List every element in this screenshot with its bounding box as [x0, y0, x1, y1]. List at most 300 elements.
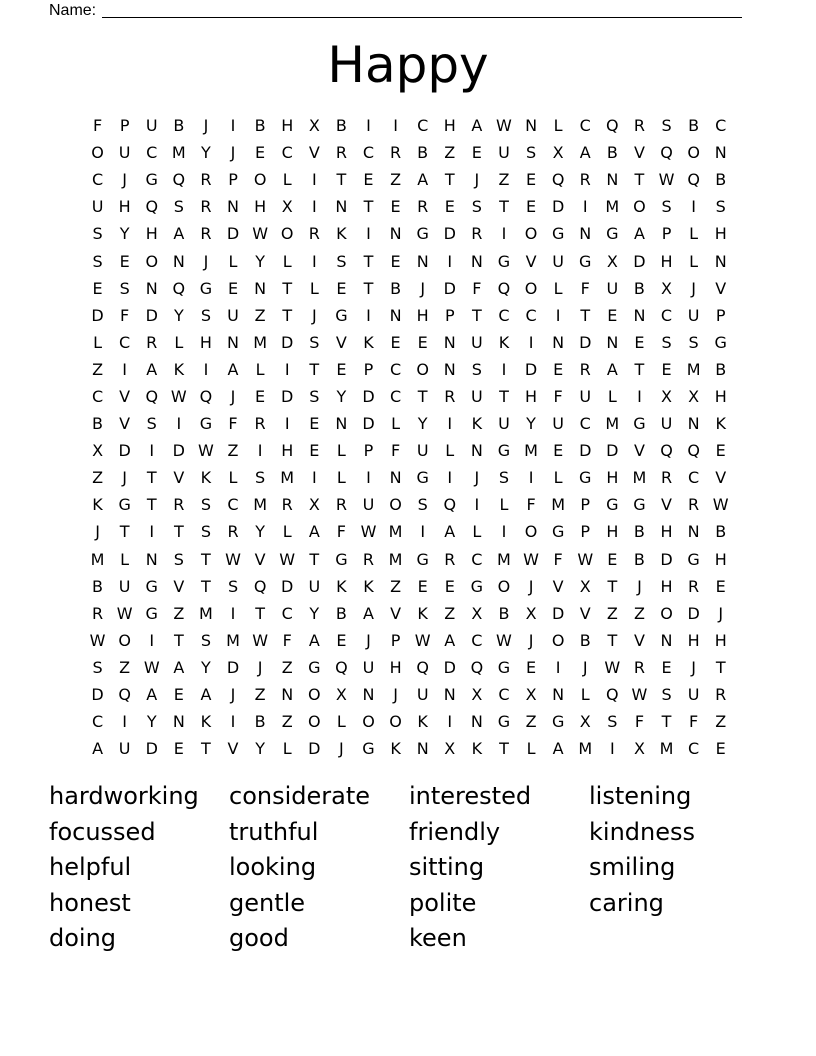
grid-letter: D — [172, 441, 185, 461]
grid-letter: X — [661, 278, 672, 298]
grid-letter: A — [552, 739, 564, 759]
grid-letter: M — [253, 332, 268, 352]
grid-letter: T — [499, 739, 509, 759]
grid-letter: L — [499, 495, 509, 515]
grid-letter: V — [308, 143, 320, 163]
grid-letter: X — [444, 739, 456, 759]
grid-letter: S — [661, 685, 672, 705]
grid-letter: I — [393, 116, 398, 136]
grid-letter: E — [336, 278, 347, 298]
grid-letter: W — [496, 116, 512, 136]
grid-letter: S — [173, 197, 184, 217]
grid-letter: P — [580, 495, 591, 515]
grid-letter: H — [145, 224, 158, 244]
grid-letter: Y — [201, 657, 211, 677]
grid-letter: S — [200, 630, 211, 650]
grid-letter: B — [173, 116, 185, 136]
grid-letter: B — [335, 116, 347, 136]
grid-letter: G — [633, 414, 646, 434]
grid-letter: T — [173, 522, 184, 542]
grid-letter: O — [253, 170, 267, 190]
grid-letter: O — [524, 224, 538, 244]
grid-letter: N — [172, 251, 185, 271]
grid-letter: Y — [255, 251, 265, 271]
grid-letter: M — [497, 549, 511, 569]
grid-letter: F — [580, 278, 590, 298]
grid-letter: Z — [525, 712, 537, 732]
grid-letter: T — [634, 170, 645, 190]
grid-letter: Q — [416, 657, 429, 677]
grid-letter: A — [606, 359, 618, 379]
grid-letter: V — [633, 143, 645, 163]
grid-letter: S — [661, 197, 672, 217]
grid-letter: T — [336, 170, 347, 190]
grid-letter: V — [227, 739, 239, 759]
grid-letter: O — [687, 143, 700, 163]
grid-letter: B — [715, 359, 727, 379]
grid-letter: E — [471, 143, 482, 163]
grid-letter: S — [119, 278, 130, 298]
grid-letter: J — [122, 170, 127, 190]
grid-letter: H — [660, 576, 673, 596]
grid-letter: U — [118, 576, 131, 596]
grid-letter: H — [199, 332, 212, 352]
grid-letter: J — [230, 685, 236, 705]
grid-letter: N — [687, 522, 700, 542]
grid-letter: Z — [498, 170, 510, 190]
grid-letter: L — [553, 116, 563, 136]
grid-letter: R — [579, 359, 591, 379]
grid-letter: E — [525, 170, 537, 190]
grid-letter: R — [335, 143, 347, 163]
word-list-item: honest — [49, 888, 131, 917]
grid-letter: K — [336, 224, 347, 244]
grid-letter: K — [417, 603, 428, 623]
grid-letter: J — [528, 576, 534, 596]
grid-letter: R — [633, 116, 645, 136]
grid-letter: D — [281, 576, 294, 596]
grid-letter: Z — [281, 712, 293, 732]
grid-letter: U — [362, 495, 375, 515]
grid-letter: W — [252, 224, 269, 244]
grid-letter: N — [335, 197, 348, 217]
grid-letter: Z — [173, 603, 185, 623]
grid-letter: E — [607, 305, 618, 325]
grid-letter: L — [120, 549, 130, 569]
grid-letter: Q — [660, 143, 673, 163]
word-list-item: truthful — [229, 817, 319, 846]
word-list-item: polite — [409, 888, 477, 917]
grid-letter: X — [471, 603, 483, 623]
grid-letter: L — [255, 359, 265, 379]
grid-letter: X — [335, 685, 347, 705]
grid-letter: C — [417, 116, 429, 136]
grid-letter: G — [199, 278, 213, 298]
grid-letter: H — [525, 386, 538, 406]
grid-letter: P — [715, 305, 726, 325]
grid-letter: X — [579, 712, 591, 732]
grid-letter: G — [416, 549, 429, 569]
word-list-item: listening — [589, 782, 692, 810]
grid-letter: I — [176, 414, 182, 434]
grid-letter: N — [660, 630, 673, 650]
grid-letter: C — [389, 386, 402, 406]
grid-letter: Z — [444, 603, 456, 623]
grid-letter: G — [579, 251, 592, 271]
grid-letter: U — [416, 685, 429, 705]
grid-letter: T — [363, 197, 374, 217]
grid-letter: R — [390, 143, 402, 163]
grid-letter: U — [687, 685, 700, 705]
grid-letter: V — [579, 603, 591, 623]
grid-letter: Q — [660, 441, 673, 461]
word-list-item: gentle — [229, 888, 306, 917]
grid-letter: N — [606, 332, 619, 352]
grid-letter: S — [146, 414, 157, 434]
grid-letter: W — [577, 549, 594, 569]
grid-letter: J — [257, 657, 263, 677]
grid-letter: M — [524, 441, 538, 461]
grid-letter: I — [230, 603, 236, 623]
grid-letter: I — [582, 197, 588, 217]
grid-letter: M — [632, 468, 647, 488]
grid-letter: Q — [551, 170, 565, 190]
grid-letter: Q — [606, 116, 619, 136]
grid-letter: D — [579, 332, 592, 352]
grid-letter: V — [525, 251, 537, 271]
grid-letter: H — [714, 386, 727, 406]
grid-letter: P — [444, 305, 455, 325]
grid-letter: J — [637, 576, 642, 596]
grid-letter: U — [660, 414, 673, 434]
grid-letter: G — [335, 549, 348, 569]
page-title: Happy — [327, 36, 489, 94]
grid-letter: N — [525, 116, 538, 136]
grid-letter: S — [92, 251, 103, 271]
grid-letter: I — [501, 224, 507, 244]
grid-letter: F — [228, 414, 238, 434]
grid-letter: Y — [173, 305, 184, 325]
grid-letter: J — [339, 739, 344, 759]
grid-letter: O — [633, 197, 646, 217]
grid-letter: D — [281, 332, 294, 352]
grid-letter: I — [311, 468, 317, 488]
grid-letter: U — [118, 739, 131, 759]
grid-letter: T — [607, 576, 618, 596]
grid-letter: L — [93, 332, 102, 352]
grid-letter: R — [335, 495, 347, 515]
grid-letter: L — [282, 170, 292, 190]
grid-letter: T — [146, 468, 157, 488]
grid-letter: U — [362, 657, 375, 677]
grid-letter: F — [282, 630, 292, 650]
grid-letter: W — [712, 495, 729, 515]
grid-letter: I — [474, 495, 480, 515]
grid-letter: D — [281, 386, 294, 406]
grid-letter: D — [443, 278, 456, 298]
grid-letter: J — [230, 143, 236, 163]
grid-letter: E — [363, 170, 374, 190]
grid-letter: N — [552, 332, 565, 352]
grid-letter: G — [416, 468, 429, 488]
grid-letter: I — [501, 359, 507, 379]
grid-letter: D — [145, 305, 158, 325]
grid-letter: N — [227, 197, 239, 217]
grid-letter: G — [145, 576, 158, 596]
grid-letter: P — [363, 359, 374, 379]
grid-letter: B — [633, 522, 645, 542]
grid-letter: I — [149, 441, 155, 461]
grid-letter: Q — [253, 576, 267, 596]
grid-letter: Q — [172, 170, 186, 190]
grid-letter: J — [95, 522, 100, 542]
grid-letter: M — [199, 603, 213, 623]
grid-letter: P — [228, 170, 238, 190]
grid-letter: F — [689, 712, 699, 732]
grid-letter: J — [474, 170, 480, 190]
grid-letter: K — [363, 332, 374, 352]
grid-letter: O — [497, 576, 511, 596]
grid-letter: N — [470, 441, 483, 461]
grid-letter: V — [254, 549, 266, 569]
grid-letter: R — [688, 576, 700, 596]
grid-letter: V — [661, 495, 672, 515]
grid-letter: N — [145, 278, 158, 298]
grid-letter: Z — [119, 657, 131, 677]
grid-letter: S — [92, 224, 103, 244]
grid-letter: I — [122, 359, 127, 379]
grid-letter: L — [309, 278, 319, 298]
grid-letter: Y — [309, 603, 320, 623]
grid-letter: C — [471, 630, 483, 650]
grid-letter: B — [335, 603, 347, 623]
grid-letter: Z — [606, 603, 618, 623]
grid-letter: S — [661, 116, 672, 136]
grid-letter: B — [498, 603, 510, 623]
grid-letter: O — [551, 630, 565, 650]
word-list-item: focussed — [49, 817, 156, 846]
grid-letter: S — [525, 143, 537, 163]
grid-letter: G — [145, 603, 158, 623]
grid-letter: I — [447, 468, 453, 488]
grid-letter: F — [92, 116, 103, 136]
grid-letter: F — [634, 712, 645, 732]
grid-letter: E — [417, 332, 428, 352]
grid-letter: E — [715, 576, 726, 596]
grid-letter: R — [633, 657, 645, 677]
grid-letter: I — [420, 522, 426, 542]
grid-letter: P — [363, 441, 374, 461]
grid-letter: S — [498, 468, 510, 488]
grid-letter: R — [146, 332, 158, 352]
grid-letter: R — [254, 414, 266, 434]
grid-letter: S — [255, 468, 266, 488]
grid-letter: J — [203, 116, 209, 136]
grid-letter: E — [227, 278, 239, 298]
grid-letter: K — [200, 712, 212, 732]
grid-letter: K — [715, 414, 726, 434]
grid-letter: A — [146, 359, 158, 379]
grid-letter: Q — [145, 386, 159, 406]
grid-letter: R — [579, 170, 591, 190]
grid-letter: Q — [172, 278, 186, 298]
grid-letter: A — [579, 143, 591, 163]
grid-letter: H — [416, 305, 429, 325]
grid-letter: I — [311, 170, 317, 190]
grid-letter: K — [417, 712, 428, 732]
grid-letter: X — [525, 685, 537, 705]
grid-letter: T — [471, 305, 482, 325]
word-list-item: caring — [589, 888, 664, 917]
grid-letter: N — [443, 359, 456, 379]
grid-letter: G — [335, 305, 348, 325]
grid-letter: I — [447, 251, 453, 271]
grid-letter: U — [471, 386, 483, 406]
grid-letter: J — [691, 278, 696, 298]
grid-letter: V — [633, 441, 645, 461]
grid-letter: U — [552, 251, 564, 271]
grid-letter: D — [524, 359, 538, 379]
grid-letter: J — [691, 657, 696, 677]
grid-letter: H — [443, 116, 456, 136]
grid-letter: W — [116, 603, 133, 623]
grid-letter: Z — [390, 576, 402, 596]
grid-letter: T — [363, 278, 374, 298]
grid-letter: M — [578, 739, 593, 759]
grid-letter: W — [523, 549, 539, 569]
grid-letter: Z — [633, 603, 645, 623]
grid-letter: O — [389, 495, 402, 515]
word-list-item: interested — [409, 782, 532, 810]
word-list-item: good — [229, 924, 289, 952]
grid-letter: Z — [281, 657, 293, 677]
grid-letter: E — [607, 549, 618, 569]
grid-letter: L — [607, 386, 617, 406]
grid-letter: U — [687, 305, 700, 325]
grid-letter: C — [281, 603, 293, 623]
grid-letter: E — [255, 386, 266, 406]
grid-letter: N — [254, 278, 267, 298]
grid-letter: G — [497, 441, 511, 461]
grid-letter: X — [471, 685, 483, 705]
grid-letter: T — [363, 251, 374, 271]
grid-letter: T — [634, 359, 645, 379]
grid-letter: E — [661, 359, 672, 379]
grid-letter: X — [661, 386, 672, 406]
grid-letter: T — [499, 386, 509, 406]
grid-letter: I — [311, 197, 317, 217]
grid-letter: M — [686, 359, 701, 379]
grid-letter: Z — [254, 305, 266, 325]
grid-letter: X — [688, 386, 700, 406]
grid-letter: I — [528, 468, 534, 488]
grid-letter: J — [718, 603, 724, 623]
grid-letter: Q — [145, 197, 159, 217]
grid-letter: W — [279, 549, 296, 569]
grid-letter: I — [366, 468, 371, 488]
grid-letter: D — [579, 441, 592, 461]
grid-letter: Z — [92, 359, 104, 379]
grid-letter: W — [631, 685, 648, 705]
grid-letter: Y — [526, 414, 536, 434]
name-line — [49, 0, 749, 21]
grid-letter: O — [389, 712, 402, 732]
grid-letter: P — [119, 116, 130, 136]
grid-letter: S — [200, 305, 211, 325]
grid-letter: L — [391, 414, 401, 434]
grid-letter: I — [203, 359, 209, 379]
grid-letter: P — [661, 224, 672, 244]
grid-letter: S — [688, 332, 699, 352]
grid-letter: J — [122, 468, 127, 488]
grid-letter: D — [226, 657, 240, 677]
grid-letter: I — [284, 359, 290, 379]
grid-letter: T — [282, 305, 293, 325]
grid-letter: L — [689, 251, 699, 271]
grid-letter: J — [474, 468, 480, 488]
grid-letter: B — [92, 414, 104, 434]
grid-letter: E — [119, 251, 130, 271]
grid-letter: D — [226, 224, 240, 244]
grid-letter: M — [605, 197, 620, 217]
grid-letter: I — [637, 386, 642, 406]
grid-letter: W — [604, 657, 621, 677]
grid-letter: S — [661, 332, 672, 352]
grid-letter: T — [580, 305, 591, 325]
grid-letter: L — [336, 712, 346, 732]
grid-letter: Q — [687, 170, 700, 190]
grid-letter: N — [145, 549, 158, 569]
grid-letter: X — [92, 441, 104, 461]
grid-letter: C — [498, 305, 510, 325]
word-list-item: smiling — [589, 853, 676, 881]
grid-letter: F — [336, 522, 346, 542]
word-list-item: looking — [229, 853, 317, 881]
grid-letter: Z — [227, 441, 239, 461]
grid-letter: I — [311, 251, 317, 271]
grid-letter: M — [659, 739, 674, 759]
grid-letter: N — [389, 224, 402, 244]
grid-letter: S — [607, 712, 618, 732]
grid-letter: M — [171, 143, 186, 163]
grid-letter: X — [579, 576, 591, 596]
grid-letter: V — [552, 576, 564, 596]
grid-letter: G — [497, 251, 511, 271]
name-underline[interactable] — [102, 16, 742, 18]
grid-letter: F — [526, 495, 536, 515]
grid-letter: G — [551, 712, 565, 732]
grid-letter: S — [715, 197, 726, 217]
grid-letter: T — [255, 603, 265, 623]
grid-letter: A — [227, 359, 239, 379]
grid-letter: R — [471, 224, 483, 244]
grid-letter: Q — [497, 278, 511, 298]
grid-letter: L — [580, 685, 590, 705]
grid-letter: I — [149, 522, 155, 542]
grid-letter: B — [579, 630, 591, 650]
grid-letter: A — [146, 685, 158, 705]
grid-letter: G — [551, 224, 565, 244]
grid-letter: N — [362, 685, 375, 705]
grid-letter: C — [281, 143, 293, 163]
grid-letter: R — [200, 197, 212, 217]
grid-letter: F — [472, 278, 482, 298]
grid-letter: G — [633, 495, 646, 515]
grid-letter: L — [472, 522, 482, 542]
grid-letter: G — [606, 224, 619, 244]
grid-letter: H — [281, 116, 294, 136]
grid-letter: K — [471, 739, 483, 759]
